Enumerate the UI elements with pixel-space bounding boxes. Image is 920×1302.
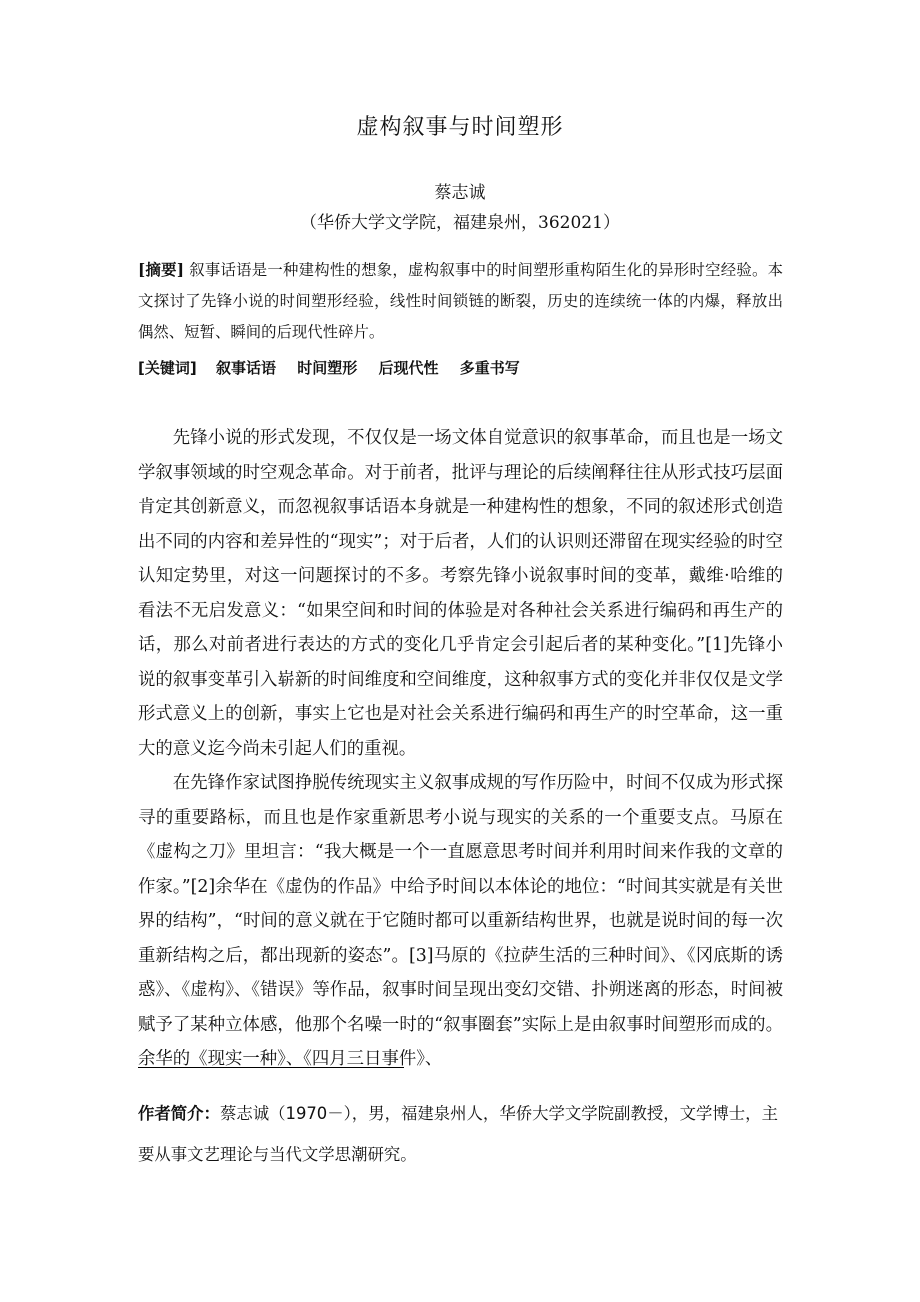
keyword-item: 后现代性	[378, 359, 439, 377]
abstract-label: [摘要]	[138, 261, 185, 279]
author-affiliation: （华侨大学文学院，福建泉州，362021）	[300, 213, 620, 233]
keywords	[138, 355, 783, 381]
body-text	[138, 421, 783, 1077]
keyword-item: 时间塑形	[297, 359, 358, 377]
paper-title: 虚构叙事与时间塑形	[356, 115, 564, 140]
abstract	[138, 255, 783, 348]
keywords-label: [关键词]	[138, 359, 197, 377]
body-paragraph: 在先锋作家试图挣脱传统现实主义叙事成规的写作历险中，时间不仅成为形式探寻的重要路标，而且也是作家重新思考小说与现实的关系的一个重要支点。马原在《虚构之刀》里坦言：“我大概是一个一直愿意思考时间并利用时间来作我的文章的作家。”[2]余华在《虚伪的作品》中给予时间以本体论的地位：“时间其实就是有关世界的结构”，“时间的意义就在于它随时都可以重新结构世界，也就是说时间的每一次重新结构之后，都出现新的姿态”。[3]马原的《拉萨生活的三种时间》、《冈底斯的诱惑》、《虚构》、《错误》等作品，叙事时间呈现出变幻交错、扑朔迷离的形态，时间被赋予了某种立体感，他那个名噪一时的“叙事圈套”实际上是由叙事时间塑形而成的。余华的《现实一种》、《四月三日事件》、	[138, 773, 783, 1069]
footnote-label: 作者简介：	[138, 1104, 220, 1123]
keyword-item: 叙事话语	[215, 359, 276, 377]
abstract-text: 叙事话语是一种建构性的想象，虚构叙事中的时间塑形重构陌生化的异形时空经验。本文探讨了先锋小说的时间塑形经验，线性时间锁链的断裂，历史的连续统一体的内爆，释放出偶然、短暂、瞬间的后现代性碎片。	[138, 261, 783, 341]
footnote-divider	[138, 1067, 404, 1068]
body-paragraph: 先锋小说的形式发现，不仅仅是一场文体自觉意识的叙事革命，而且也是一场文学叙事领域的时空观念革命。对于前者，批评与理论的后续阐释往往从形式技巧层面肯定其创新意义，而忽视叙事话语本身就是一种建构性的想象，不同的叙述形式创造出不同的内容和差异性的“现实”；对于后者，人们的认识则还滞留在现实经验的时空认知定势里，对这一问题探讨的不多。考察先锋小说叙事时间的变革，戴维·哈维的看法不无启发意义：“如果空间和时间的体验是对各种社会关系进行编码和再生产的话，那么对前者进行表达的方式的变化几乎肯定会引起后者的某种变化。”[1]先锋小说的叙事变革引入崭新的时间维度和空间维度，这种叙事方式的变化并非仅仅是文学形式意义上的创新，事实上它也是对社会关系进行编码和再生产的时空革命，这一重大的意义迄今尚未引起人们的重视。	[138, 428, 783, 759]
author-footnote	[138, 1093, 783, 1175]
author-name: 蔡志诚	[434, 183, 486, 203]
footnote-text: 蔡志诚（1970－），男，福建泉州人，华侨大学文学院副教授，文学博士，主要从事文艺理论与当代文学思潮研究。	[138, 1104, 778, 1164]
keyword-item: 多重书写	[459, 359, 520, 377]
